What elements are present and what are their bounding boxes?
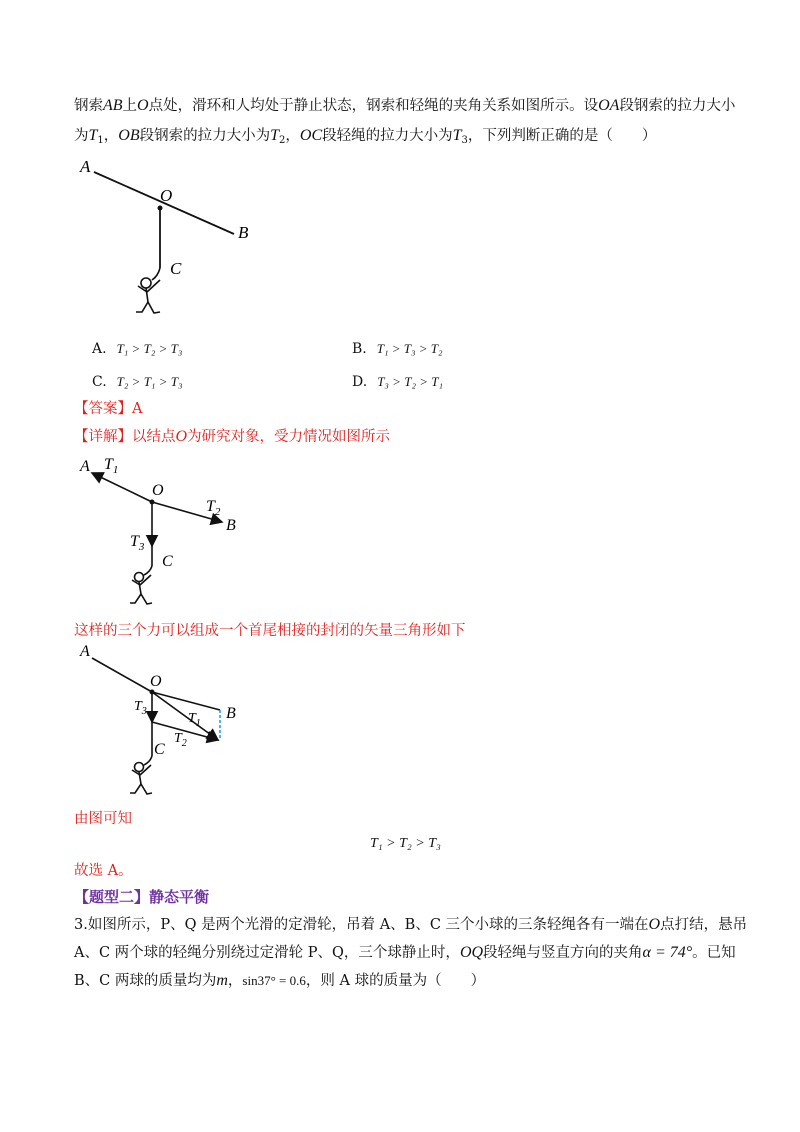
text: B、C 两球的质量均为 [74,973,217,989]
text: ，下列判断正确的是（ ） [467,128,657,144]
text: 3.如图所示，P、Q 是两个光滑的定滑轮，吊着 A、B、C 三个小球的三条轻绳各有一端在 [74,917,649,933]
subscript: 1 [97,135,104,146]
option-label: D. [352,374,368,390]
label-b: B [238,223,249,242]
stick-figure [130,756,152,794]
math-o: O [175,428,188,445]
label-o: O [150,673,162,690]
option-label: B. [352,341,367,357]
label-t2: $T_2$ [206,498,221,518]
label-c: C [170,259,182,278]
text: 点处，滑环和人均处于静止状态，钢索和轻绳的夹角关系如图所示。设 [148,98,599,114]
label-c: C [162,553,173,570]
math-oc: OC [299,127,323,144]
math-t: T [452,127,462,144]
answer-tag: 【答案】 [74,401,132,417]
triangle-text: 这样的三个力可以组成一个首尾相接的封闭的矢量三角形如下 [74,623,466,639]
option-label: A. [92,341,107,357]
text: 点打结，悬吊 [660,917,748,933]
detail-tag: 【详解】 [74,429,132,445]
math-ab: AB [103,97,123,114]
q3-line-1 [74,914,747,936]
result-formula: T₁ > T₂ > T₃ [370,836,441,851]
math-oa: OA [598,97,620,114]
text: 为 [74,128,89,144]
text: A、C 两个球的轻绳分别绕过定滑轮 P、Q，三个球静止时， [74,945,460,961]
text: ， [103,128,119,144]
label-t1: $T_1$ [104,456,119,476]
text: 段钢索的拉力大小为 [139,128,271,144]
answer-value: A [132,401,143,417]
text: 为研究对象，受力情况如图所示 [187,429,391,445]
option-text: T₂ > T₁ > T₃ [116,374,183,389]
label-a: A [80,643,90,660]
text: 。已知 [692,945,736,961]
conclusion-text: 由图可知 [74,811,132,827]
math-t: T [270,127,280,144]
text: 以结点 [132,429,176,445]
math-o: O [137,97,149,114]
math-sin: sin37° = 0.6 [242,973,306,988]
subscript: 3 [461,135,468,146]
math-oq: OQ [459,944,484,961]
option-label: C. [92,374,107,390]
math-o: O [648,916,661,933]
text: ， [227,973,243,989]
math-m: m [216,972,228,989]
text: 段轻绳的拉力大小为 [322,128,453,144]
label-a: A [80,157,91,176]
label-t1: $T_1$ [188,711,201,729]
math-ob: OB [118,127,140,144]
q3-line-3 [74,970,485,992]
label-o: O [152,482,164,499]
subscript: 2 [279,135,286,146]
label-t2: $T_2$ [174,731,187,749]
label-b: B [226,705,236,722]
option-text: T₃ > T₂ > T₁ [377,374,443,389]
label-c: C [154,741,165,758]
q3-line-2 [74,942,736,964]
section-title: 【题型二】静态平衡 [74,888,210,906]
math-t: T [88,127,98,144]
text: ，则 A 球的质量为（ ） [305,973,486,989]
text: 段钢索的拉力大小 [619,98,736,114]
label-o: O [160,186,173,205]
option-text: T₁ > T₂ > T₃ [116,341,183,356]
option-text: T₁ > T₃ > T₂ [376,341,443,356]
select-text: 故选 A。 [74,863,133,879]
text: ， [285,128,300,144]
math-alpha: α = 74° [642,944,693,961]
label-t3: $T_3$ [134,699,147,717]
text: 段轻绳与竖直方向的夹角 [483,945,643,961]
label-a: A [80,458,90,475]
label-t3: $T_3$ [130,533,145,553]
text: 上 [122,98,138,114]
label-b: B [226,517,236,534]
text: 钢索 [74,98,103,114]
